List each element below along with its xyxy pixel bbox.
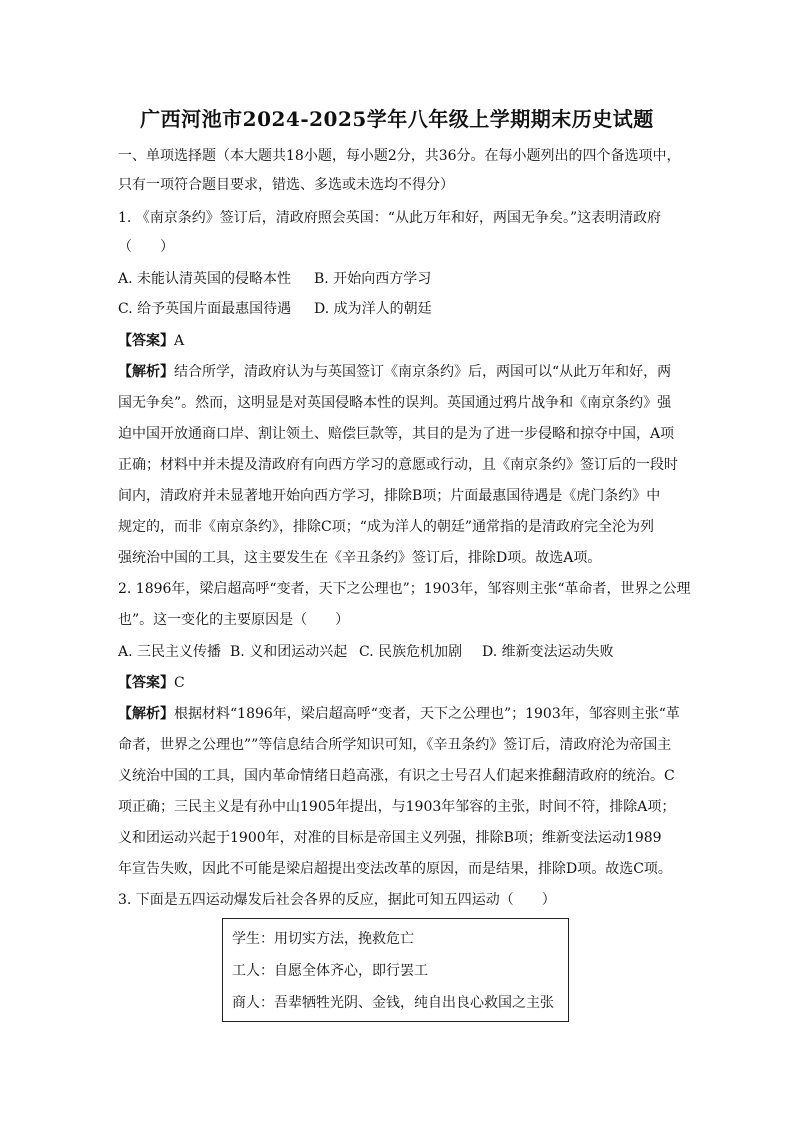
analysis-label: 【解析】 [118, 706, 174, 722]
q3-table-row-students: 学生：用切实方法，挽救危亡 [232, 931, 414, 947]
page-title: 广西河池市2024-2025学年八年级上学期期末历史试题 [140, 107, 654, 131]
q3-stem: 3. 下面是五四运动爆发后社会各界的反应，据此可知五四运动（ ） [118, 892, 556, 908]
q1-stem-line-1: 1. 《南京条约》签订后，清政府照会英国：“从此万年和好，两国无争矣。”这表明清政府 [118, 210, 662, 226]
q2-analysis-line-1: 【解析】根据材料“1896年，梁启超高呼“变者，天下之公理也”；1903年，邹容则主张“革 [118, 706, 680, 722]
q1-option-d: D. 成为洋人的朝廷 [314, 301, 432, 317]
q3-material-table [222, 918, 569, 1022]
q2-stem-line-1: 2. 1896年，梁启超高呼“变者，天下之公理也”；1903年，邹容则主张“革命者，世界之公理 [118, 581, 691, 597]
q1-option-a: A. 未能认清英国的侵略本性 [118, 271, 292, 287]
q3-table-row-merchants: 商人：吾辈牺牲光阴、金钱，纯自出良心救国之主张 [232, 995, 554, 1011]
section-intro-line-1: 一、单项选择题（本大题共18小题，每小题2分，共36分。在每小题列出的四个备选项中， [118, 148, 681, 164]
q2-analysis-line-3: 义统治中国的工具，国内革命情绪日趋高涨，有识之士号召人们起来推翻清政府的统治。C [118, 768, 675, 784]
q1-analysis-line-7: 强统治中国的工具，这主要发生在《辛丑条约》签订后，排除D项。故选A项。 [118, 550, 602, 566]
q1-analysis-line-3: 迫中国开放通商口岸、割让领土、赔偿巨款等，其目的是为了进一步侵略和掠夺中国，A项 [118, 426, 675, 442]
q2-option-b: B. 义和团运动兴起 [230, 644, 348, 660]
q1-analysis-line-1: 【解析】结合所学，清政府认为与英国签订《南京条约》后，两国可以“从此万年和好，两 [118, 364, 672, 380]
q1-option-c: C. 给予英国片面最惠国待遇 [118, 301, 292, 317]
q2-option-c: C. 民族危机加剧 [359, 644, 463, 660]
q2-analysis-line-4: 项正确；三民主义是有孙中山1905年提出，与1903年邹容的主张，时间不符，排除A项； [118, 799, 676, 815]
analysis-label: 【解析】 [118, 364, 174, 380]
q2-analysis-line-6: 年宣告失败，因此不可能是梁启超提出变法改革的原因，而是结果，排除D项。故选C项。 [118, 861, 672, 877]
q1-stem-line-2: （ ） [118, 239, 174, 255]
q2-option-d: D. 维新变法运动失败 [482, 644, 614, 660]
answer-label: 【答案】 [118, 675, 174, 691]
q2-stem-line-2: 也”。这一变化的主要原因是（ ） [118, 612, 350, 628]
q3-table-row-workers: 工人：自愿全体齐心，即行罢工 [232, 963, 428, 979]
q1-analysis-line-6: 规定的，而非《南京条约》，排除C项；“成为洋人的朝廷”通常指的是清政府完全沦为列 [118, 519, 655, 535]
section-intro-line-2: 只有一项符合题目要求，错选、多选或未选均不得分） [118, 177, 454, 193]
q1-analysis-line-2: 国无争矣”。然而，这明显是对英国侵略本性的误判。英国通过鸦片战争和《南京条约》强 [118, 395, 672, 411]
q2-analysis-line-2: 命者，世界之公理也””等信息结合所学知识可知，《辛丑条约》签订后，清政府沦为帝国主 [118, 737, 672, 753]
q2-option-a: A. 三民主义传播 [118, 644, 222, 660]
q1-analysis-line-4: 正确；材料中并未提及清政府有向西方学习的意愿或行动，且《南京条约》签订后的一段时 [118, 457, 678, 473]
q2-analysis-line-5: 义和团运动兴起于1900年，对准的目标是帝国主义列强，排除B项；维新变法运动1989 [118, 830, 662, 846]
q1-analysis-line-5: 间内，清政府并未显著地开始向西方学习，排除B项；片面最惠国待遇是《虎门条约》中 [118, 488, 661, 504]
q2-answer [118, 673, 688, 693]
q1-option-b: B. 开始向西方学习 [314, 271, 432, 287]
answer-value: A [174, 333, 185, 349]
q1-answer [118, 331, 688, 351]
answer-label: 【答案】 [118, 333, 174, 349]
answer-value: C [174, 675, 185, 691]
